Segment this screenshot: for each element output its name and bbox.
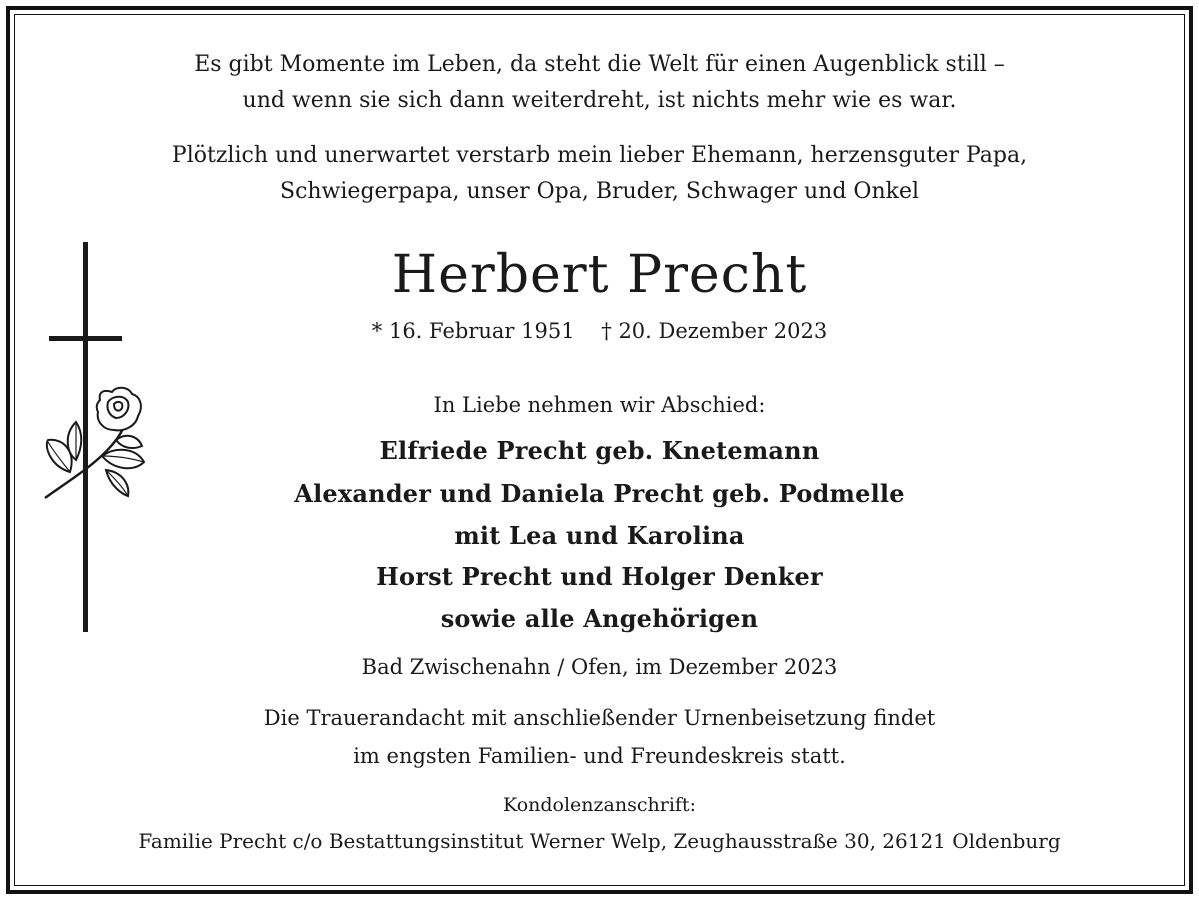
intro-line-1: Es gibt Momente im Leben, da steht die Welt für einen Augenblick still – [194,52,1005,77]
life-dates: * 16. Februar 1951 † 20. Dezember 2023 [371,319,828,343]
intro-line-2: und wenn sie sich dann weiterdreht, ist nichts mehr wie es war. [242,88,957,113]
condolence-label: Kondolenzanschrift: [503,794,696,816]
mourner-4: Horst Precht und Holger Denker [376,562,823,591]
mourner-1: Elfriede Precht geb. Knetemann [379,436,820,465]
condolence-address: Familie Precht c/o Bestattungsinstitut Werner Welp, Zeughausstraße 30, 26121 Oldenburg [138,829,1061,853]
farewell-intro: In Liebe nehmen wir Abschied: [433,393,766,417]
deceased-name: Herbert Precht [391,245,808,305]
mourner-5: sowie alle Angehörigen [440,604,759,633]
announcement-line-2: Schwiegerpapa, unser Opa, Bruder, Schwager und Onkel [280,179,919,204]
announcement-line-1: Plötzlich und unerwartet verstarb mein lieber Ehemann, herzensguter Papa, [171,143,1028,168]
cross-with-rose-icon [40,240,155,635]
service-line-2: im engsten Familien- und Freundeskreis statt. [353,744,846,768]
place-date: Bad Zwischenahn / Ofen, im Dezember 2023 [361,655,838,679]
mourner-3: mit Lea und Karolina [454,521,745,550]
service-line-1: Die Trauerandacht mit anschließender Urnenbeisetzung findet [263,706,936,730]
mourner-2: Alexander und Daniela Precht geb. Podmelle [294,479,905,508]
